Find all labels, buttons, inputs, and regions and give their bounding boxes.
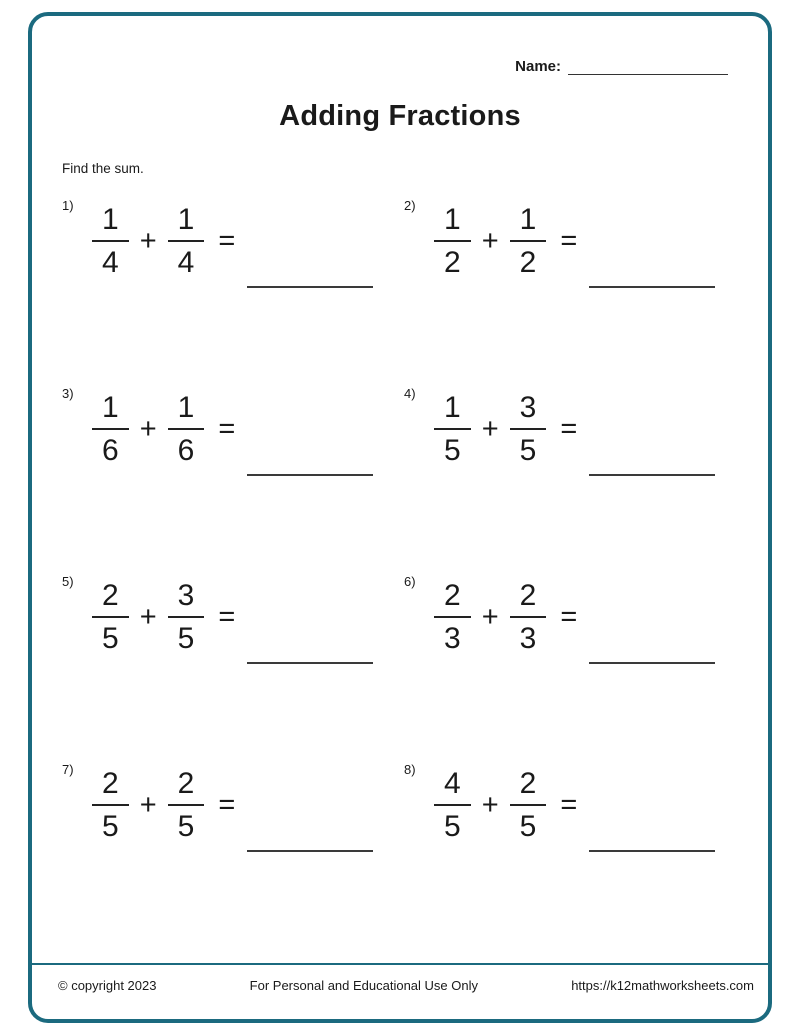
problem-number: 1)	[62, 198, 74, 213]
fraction	[92, 767, 129, 843]
answer-blank[interactable]	[247, 474, 373, 476]
fraction-denominator: 5	[177, 810, 195, 843]
fraction-numerator: 1	[434, 391, 471, 430]
fraction	[168, 579, 205, 655]
fraction	[434, 203, 471, 279]
fraction-denominator: 5	[519, 810, 537, 843]
footer-copyright: © copyright 2023	[58, 978, 157, 993]
problem-number: 7)	[62, 762, 74, 777]
fraction-denominator: 2	[444, 246, 461, 279]
fraction-numerator: 2	[92, 767, 129, 806]
fraction-numerator: 2	[510, 767, 547, 806]
fraction	[168, 767, 205, 843]
problem-body	[434, 203, 744, 279]
fraction-numerator: 2	[168, 767, 205, 806]
plus-operator: +	[139, 224, 157, 257]
fraction	[510, 767, 547, 843]
problem-body	[434, 391, 744, 467]
problem-body	[434, 579, 744, 655]
problem-body	[434, 767, 744, 843]
problem-number: 6)	[404, 574, 416, 589]
problem-body	[92, 579, 402, 655]
fraction-denominator: 5	[444, 810, 461, 843]
problem-body	[92, 391, 402, 467]
fraction	[92, 203, 129, 279]
fraction-denominator: 3	[519, 622, 537, 655]
fraction-denominator: 5	[102, 622, 119, 655]
fraction-numerator: 1	[510, 203, 547, 242]
fraction-numerator: 3	[510, 391, 547, 430]
plus-operator: +	[139, 412, 157, 445]
footer-usage-note: For Personal and Educational Use Only	[249, 978, 479, 993]
equals-sign: =	[218, 600, 236, 633]
problem-body	[92, 767, 402, 843]
fraction-numerator: 2	[510, 579, 547, 618]
name-label: Name:	[515, 58, 561, 75]
equals-sign: =	[560, 224, 578, 257]
problem-6	[402, 570, 744, 758]
footer-url-link[interactable]: https://k12mathworksheets.com	[571, 978, 754, 993]
fraction-denominator: 4	[102, 246, 119, 279]
fraction	[510, 391, 547, 467]
equals-sign: =	[560, 788, 578, 821]
fraction	[434, 767, 471, 843]
fraction-denominator: 2	[519, 246, 537, 279]
problem-5	[60, 570, 402, 758]
fraction-numerator: 4	[434, 767, 471, 806]
fraction-numerator: 1	[168, 391, 205, 430]
fraction-numerator: 1	[434, 203, 471, 242]
answer-blank[interactable]	[589, 474, 715, 476]
answer-blank[interactable]	[589, 850, 715, 852]
problem-1	[60, 194, 402, 382]
fraction-denominator: 6	[177, 434, 195, 467]
fraction-numerator: 3	[168, 579, 205, 618]
fraction	[92, 579, 129, 655]
problems-grid	[60, 194, 744, 946]
problem-number: 4)	[404, 386, 416, 401]
plus-operator: +	[481, 224, 499, 257]
plus-operator: +	[481, 412, 499, 445]
problem-3	[60, 382, 402, 570]
fraction-numerator: 1	[92, 391, 129, 430]
fraction	[168, 203, 205, 279]
answer-blank[interactable]	[247, 662, 373, 664]
footer	[58, 978, 754, 993]
problem-7	[60, 758, 402, 946]
fraction	[92, 391, 129, 467]
plus-operator: +	[139, 600, 157, 633]
answer-blank[interactable]	[247, 286, 373, 288]
plus-operator: +	[481, 788, 499, 821]
fraction-denominator: 5	[177, 622, 195, 655]
fraction-numerator: 2	[434, 579, 471, 618]
plus-operator: +	[481, 600, 499, 633]
answer-blank[interactable]	[589, 286, 715, 288]
fraction-denominator: 5	[519, 434, 537, 467]
fraction	[434, 579, 471, 655]
fraction	[510, 579, 547, 655]
fraction	[168, 391, 205, 467]
equals-sign: =	[560, 412, 578, 445]
plus-operator: +	[139, 788, 157, 821]
fraction-numerator: 2	[92, 579, 129, 618]
instruction-text: Find the sum.	[62, 161, 144, 176]
equals-sign: =	[218, 412, 236, 445]
page-title: Adding Fractions	[279, 100, 521, 132]
fraction	[434, 391, 471, 467]
fraction-numerator: 1	[92, 203, 129, 242]
fraction-denominator: 6	[102, 434, 119, 467]
fraction-numerator: 1	[168, 203, 205, 242]
equals-sign: =	[560, 600, 578, 633]
answer-blank[interactable]	[247, 850, 373, 852]
fraction-denominator: 4	[177, 246, 195, 279]
problem-body	[92, 203, 402, 279]
problem-number: 3)	[62, 386, 74, 401]
fraction-denominator: 5	[444, 434, 461, 467]
problem-number: 2)	[404, 198, 416, 213]
fraction-denominator: 5	[102, 810, 119, 843]
answer-blank[interactable]	[589, 662, 715, 664]
footer-divider	[32, 963, 768, 965]
name-field-row	[515, 58, 728, 75]
problem-4	[402, 382, 744, 570]
equals-sign: =	[218, 224, 236, 257]
problem-8	[402, 758, 744, 946]
fraction-denominator: 3	[444, 622, 461, 655]
name-blank-line[interactable]	[568, 58, 728, 75]
equals-sign: =	[218, 788, 236, 821]
problem-number: 5)	[62, 574, 74, 589]
problem-2	[402, 194, 744, 382]
fraction	[510, 203, 547, 279]
problem-number: 8)	[404, 762, 416, 777]
